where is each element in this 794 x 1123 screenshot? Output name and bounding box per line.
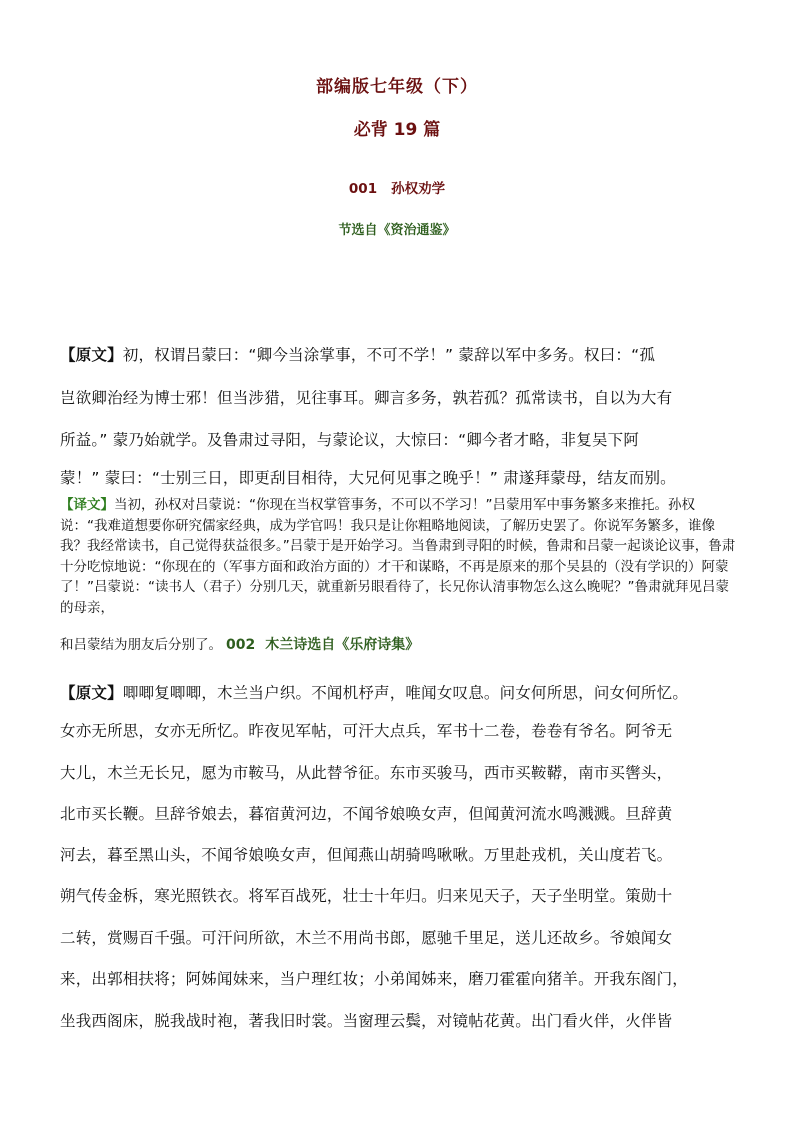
yiwen-text: 当初，孙权对吕蒙说：“你现在当权掌管事务，不可以不学习！”吕蒙用军中事务繁多来推托。孙权说：“我难道想要你研究儒家经典，成为学官吗！我只是让你粗略地阅读，了解历史罢了。你说军务繁多，谁像我？我经常读书，自己觉得获益很多。”吕蒙于是开始学习。当鲁肃到寻阳的时候，鲁肃和吕蒙一起谈论议事，鲁肃十分吃惊地说：“你现在的（军事方面和政治方面的）才干和谋略，不再是原来的那个吴县的（没有学识的）阿蒙了！”吕蒙说：“读书人（君子）分别几天，就重新另眼看待了，长兄你认清事物怎么这么晚呢？”鲁肃就拜见吕蒙的母亲， [60, 497, 736, 616]
yuanwen-line: 蒙！” 蒙曰：“士别三日，即更刮目相待，大兄何见事之晚乎！” 肃遂拜蒙母，结友而别。 [60, 469, 676, 487]
mulan-line: 【原文】唧唧复唧唧，木兰当户织。不闻机杼声，唯闻女叹息。问女何所思，问女何所忆。 [60, 684, 689, 702]
mulan-line: 女亦无所思，女亦无所忆。昨夜见军帖，可汗大点兵，军书十二卷，卷卷有爷名。阿爷无 [60, 722, 673, 740]
mulan-line: 坐我西阁床，脱我战时袍，著我旧时裳。当窗理云鬓，对镜帖花黄。出门看火伴，火伴皆 [60, 1012, 673, 1030]
section-source: 节选自《资治通鉴》 [338, 223, 456, 238]
yiwen-last-line: 和吕蒙结为朋友后分别了。 002 木兰诗选自《乐府诗集》 [60, 637, 420, 653]
yuanwen-tag: 【原文】 [60, 684, 123, 702]
document-subtitle: 必背 19 篇 [353, 120, 441, 140]
yuanwen-line: 【原文】初，权谓吕蒙曰：“卿今当涂掌事，不可不学！” 蒙辞以军中多务。权曰：“孤 [60, 346, 656, 364]
yuanwen-line: 所益。” 蒙乃始就学。及鲁肃过寻阳，与蒙论议，大惊曰：“卿今者才略，非复吴下阿 [60, 431, 640, 449]
yuanwen-line: 岂欲卿治经为博士邪！但当涉猎，见往事耳。卿言多务，孰若孤？孤常读书，自以为大有 [60, 389, 673, 407]
yiwen-tag: 【译文】 [60, 497, 114, 513]
section-heading [0, 177, 794, 197]
yiwen-paragraph [60, 495, 740, 618]
mulan-line: 二转，赏赐百千强。可汗问所欲，木兰不用尚书郎，愿驰千里足，送儿还故乡。爷娘闻女 [60, 929, 673, 947]
document-title: 部编版七年级（下） [316, 77, 478, 97]
section-title: 孙权劝学 [391, 181, 446, 197]
section-number: 001 [348, 181, 378, 197]
section2-title: 木兰诗选自《乐府诗集》 [265, 637, 420, 653]
mulan-line: 北市买长鞭。旦辞爷娘去，暮宿黄河边，不闻爷娘唤女声，但闻黄河流水鸣溅溅。旦辞黄 [60, 805, 673, 823]
mulan-line: 来，出郭相扶将；阿姊闻妹来，当户理红妆；小弟闻姊来，磨刀霍霍向猪羊。开我东阁门， [60, 970, 689, 988]
mulan-line: 河去，暮至黑山头，不闻爷娘唤女声，但闻燕山胡骑鸣啾啾。万里赴戎机，关山度若飞。 [60, 846, 673, 864]
section2-number: 002 [226, 637, 256, 653]
mulan-line: 大儿，木兰无长兄，愿为市鞍马，从此替爷征。东市买骏马，西市买鞍鞯，南市买辔头， [60, 764, 673, 782]
yuanwen-tag: 【原文】 [60, 346, 123, 364]
mulan-line: 朔气传金柝，寒光照铁衣。将军百战死，壮士十年归。归来见天子，天子坐明堂。策勋十 [60, 887, 673, 905]
section2-heading [226, 637, 419, 653]
